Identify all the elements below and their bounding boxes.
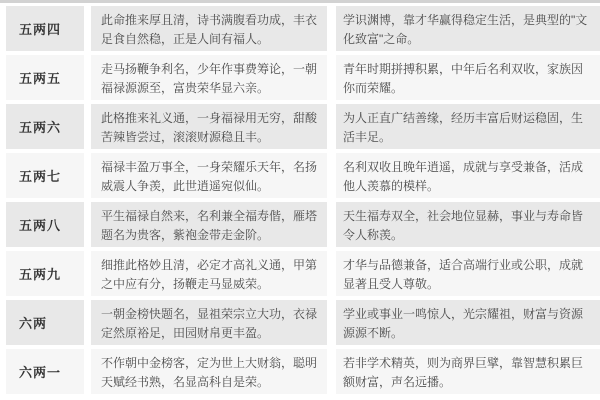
weight-label: 五两五	[6, 55, 84, 100]
verse-text: 不作朝中金榜客，定为世上大财翁，聪明天赋经书熟，名显高科自是荣。	[91, 349, 327, 394]
table-row	[6, 6, 600, 51]
weight-label: 五两九	[6, 251, 84, 296]
verse-text: 平生福禄自然来，名利兼全福寿偕，雁塔题名为贵客，紫袍金带走金阶。	[91, 202, 327, 247]
meaning-text: 若非学术精英，则为商界巨擘，靠智慧积累巨额财富，声名远播。	[336, 349, 600, 394]
fortune-weight-table	[0, 6, 600, 394]
table-row	[6, 202, 600, 247]
table-row	[6, 55, 600, 100]
verse-text: 此格推来礼义通，一身福禄用无穷，甜酸苦辣皆尝过，滚滚财源稳且丰。	[91, 104, 327, 149]
table-row	[6, 349, 600, 394]
meaning-text: 名利双收且晚年逍遥，成就与享受兼备，活成他人羡慕的模样。	[336, 153, 600, 198]
verse-text: 走马扬鞭争利名，少年作事费筹论，一朝福禄源源至，富贵荣华显六亲。	[91, 55, 327, 100]
weight-label: 五两八	[6, 202, 84, 247]
verse-text: 一朝金榜快题名，显祖荣宗立大功，衣禄定然原裕足，田园财帛更丰盈。	[91, 300, 327, 345]
meaning-text: 学业或事业一鸣惊人，光宗耀祖，财富与资源源源不断。	[336, 300, 600, 345]
table-row	[6, 153, 600, 198]
weight-label: 六两	[6, 300, 84, 345]
verse-text: 细推此格妙且清，必定才高礼义通，甲第之中应有分，扬鞭走马显威荣。	[91, 251, 327, 296]
table-row	[6, 251, 600, 296]
meaning-text: 为人正直广结善缘，经历丰富后财运稳固，生活丰足。	[336, 104, 600, 149]
meaning-text: 青年时期拼搏积累，中年后名利双收，家族因你而荣耀。	[336, 55, 600, 100]
top-divider	[0, 0, 600, 3]
table-row	[6, 104, 600, 149]
weight-label: 六两一	[6, 349, 84, 394]
meaning-text: 天生福寿双全，社会地位显赫，事业与寿命皆令人称羡。	[336, 202, 600, 247]
verse-text: 福禄丰盈万事全，一身荣耀乐天年，名扬威震人争羡，此世逍遥宛似仙。	[91, 153, 327, 198]
meaning-text: 学识渊博，靠才华赢得稳定生活，是典型的"文化致富"之命。	[336, 6, 600, 51]
meaning-text: 才华与品德兼备，适合高端行业或公职，成就显著且受人尊敬。	[336, 251, 600, 296]
table-row	[6, 300, 600, 345]
weight-label: 五两七	[6, 153, 84, 198]
weight-label: 五两四	[6, 6, 84, 51]
weight-label: 五两六	[6, 104, 84, 149]
verse-text: 此命推来厚且清，诗书满腹看功成，丰衣足食自然稳，正是人间有福人。	[91, 6, 327, 51]
